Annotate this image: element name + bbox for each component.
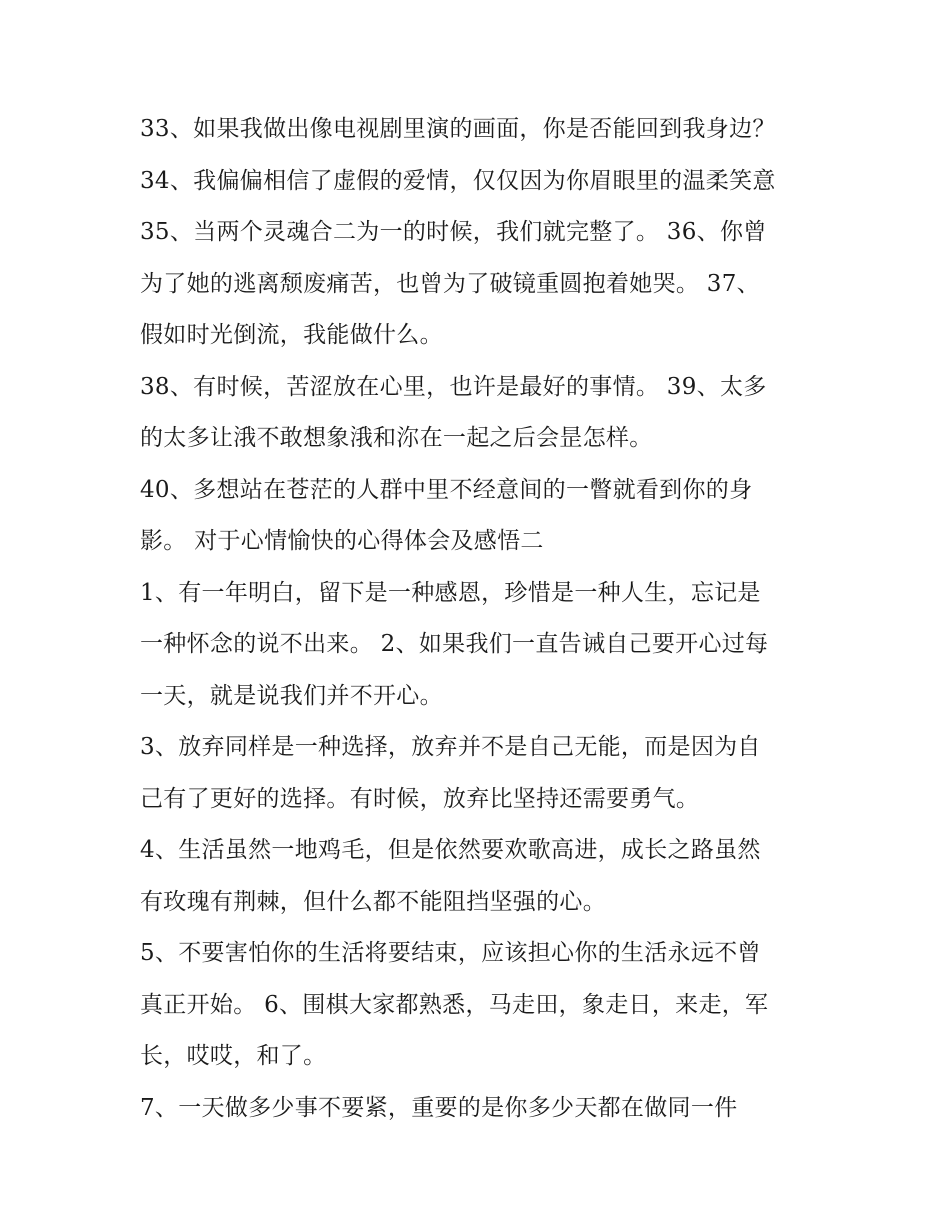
text-line: 影。 对于心情愉快的心得体会及感悟二 (140, 528, 544, 554)
text-line: 3、放弃同样是一种选择，放弃并不是自己无能，而是因为自 (140, 734, 761, 760)
text-line: 有玫瑰有荆棘，但什么都不能阻挡坚强的心。 (140, 888, 606, 915)
text-line: 真正开始。 6、围棋大家都熟悉，马走田，象走日，来走，军 (140, 991, 769, 1018)
text-line: 4、生活虽然一地鸡毛，但是依然要欢歌高进，成长之路虽然 (140, 837, 761, 863)
text-line: 一种怀念的说不出来。 2、如果我们一直告诫自己要开心过每 (140, 631, 769, 657)
text-line: 40、多想站在苍茫的人群中里不经意间的一瞥就看到你的身 (140, 476, 753, 503)
document-body (140, 104, 820, 1134)
text-line: 为了她的逃离颓废痛苦，也曾为了破镜重圆抱着她哭。 37、 (140, 270, 760, 297)
text-line: 33、如果我做出像电视剧里演的画面，你是否能回到我身边？ (140, 116, 776, 142)
text-line: 5、不要害怕你的生活将要结束，应该担心你的生活永远不曾 (140, 940, 761, 966)
text-line: 一天，就是说我们并不开心。 (140, 682, 443, 709)
text-line: 1、有一年明白，留下是一种感恩，珍惜是一种人生，忘记是 (140, 579, 761, 606)
text-line: 的太多让涐不敢想象涐和沵在一起之后会昰怎样。 (140, 425, 653, 451)
text-line: 34、我偏偏相信了虚假的爱情，仅仅因为你眉眼里的温柔笑意 (140, 167, 776, 194)
text-line: 35、当两个灵魂合二为一的时候，我们就完整了。 36、你曾 (140, 219, 767, 245)
text-line: 7、一天做多少事不要紧，重要的是你多少天都在做同一件 (140, 1094, 738, 1121)
text-line: 己有了更好的选择。有时候，放弃比坚持还需要勇气。 (140, 785, 700, 812)
text-line: 长，哎哎，和了。 (140, 1043, 327, 1069)
text-line: 假如时光倒流，我能做什么。 (140, 322, 443, 348)
text-line: 38、有时候，苦涩放在心里，也许是最好的事情。 39、太多 (140, 373, 767, 400)
